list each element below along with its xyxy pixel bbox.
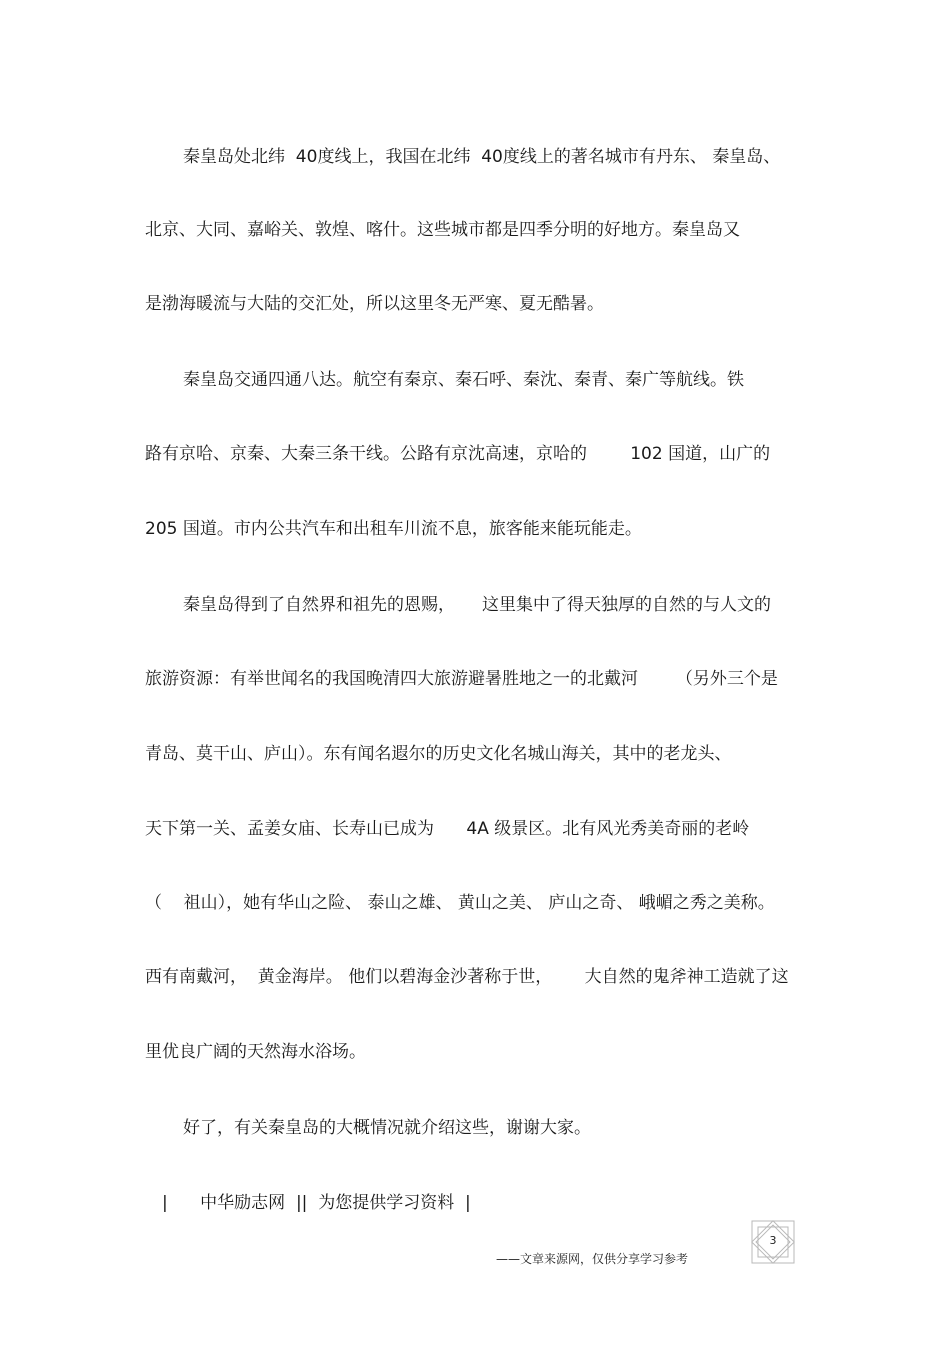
paragraph-3-line-4: 天下第一关、孟姜女庙、长寿山已成为 4A 级景区。北有风光秀美奇丽的老岭 bbox=[145, 819, 750, 839]
paragraph-3-line-3: 青岛、莫干山、庐山）。东有闻名遐尔的历史文化名城山海关，其中的老龙头、 bbox=[145, 744, 732, 764]
paragraph-1-line-1: 秦皇岛处北纬 40度线上，我国在北纬 40度线上的著名城市有丹东、 秦皇岛、 bbox=[183, 147, 781, 167]
paragraph-3-line-2: 旅游资源：有举世闻名的我国晚清四大旅游避暑胜地之一的北戴河 （另外三个是 bbox=[145, 669, 778, 689]
paragraph-2-line-1: 秦皇岛交通四通八达。航空有秦京、秦石呼、秦沈、秦青、秦广等航线。铁 bbox=[183, 370, 744, 390]
paragraph-3-line-7: 里优良广阔的天然海水浴场。 bbox=[145, 1042, 366, 1062]
paragraph-3-line-6: 西有南戴河， 黄金海岸。 他们以碧海金沙著称于世， 大自然的鬼斧神工造就了这 bbox=[145, 967, 789, 987]
paragraph-2-line-3: 205 国道。市内公共汽车和出租车川流不息，旅客能来能玩能走。 bbox=[145, 519, 642, 539]
paragraph-2-line-2: 路有京哈、京秦、大秦三条干线。公路有京沈高速，京哈的 102 国道，山广的 bbox=[145, 444, 771, 464]
footer-links: | 中华励志网 || 为您提供学习资料 | bbox=[162, 1193, 471, 1213]
paragraph-1-line-2: 北京、大同、嘉峪关、敦煌、喀什。这些城市都是四季分明的好地方。秦皇岛又 bbox=[145, 220, 740, 240]
page-number: 3 bbox=[769, 1234, 777, 1247]
paragraph-4-line-1: 好了，有关秦皇岛的大概情况就介绍这些，谢谢大家。 bbox=[183, 1118, 591, 1138]
paragraph-3-line-1: 秦皇岛得到了自然界和祖先的恩赐， 这里集中了得天独厚的自然的与人文的 bbox=[183, 595, 772, 615]
page-number-badge bbox=[748, 1219, 798, 1265]
paragraph-1-line-3: 是渤海暖流与大陆的交汇处，所以这里冬无严寒、夏无酷暑。 bbox=[145, 294, 604, 314]
paragraph-3-line-5: （ 祖山），她有华山之险、 泰山之雄、 黄山之美、 庐山之奇、 峨嵋之秀之美称。 bbox=[145, 893, 775, 913]
source-note: ——文章来源网，仅供分享学习参考 bbox=[496, 1252, 689, 1266]
